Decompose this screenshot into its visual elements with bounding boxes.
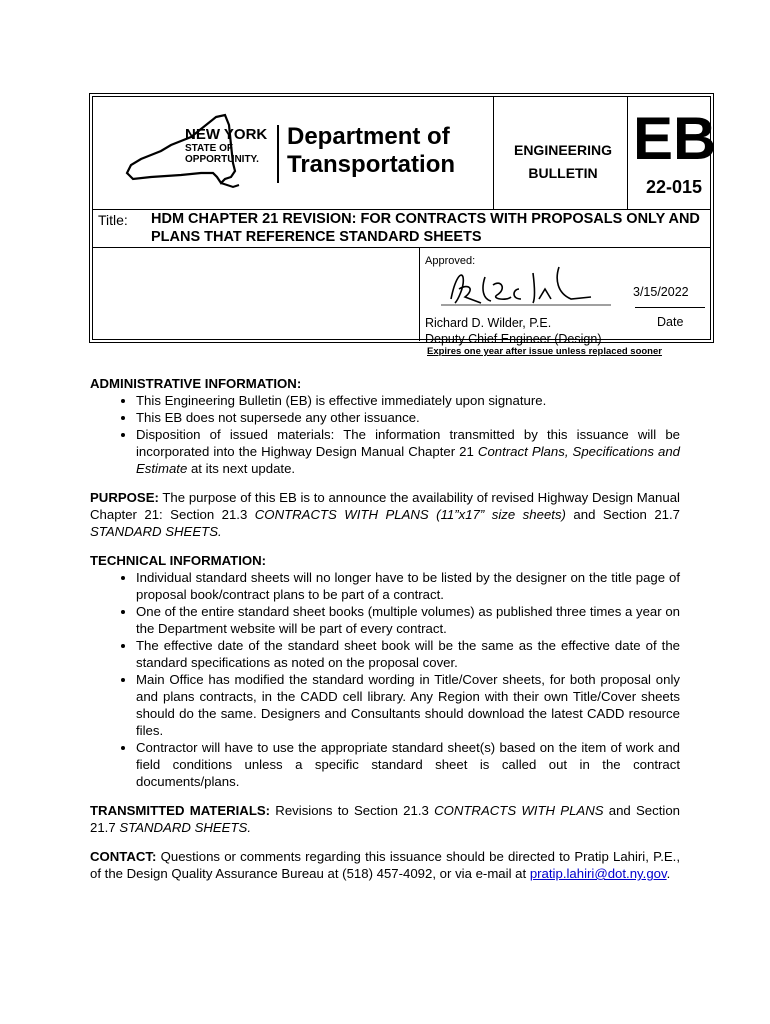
technical-heading: TECHNICAL INFORMATION: (90, 553, 267, 568)
list-item: • One of the entire standard sheet books (multiple volumes) as published three times a year on the Department website will be part of every contract. (136, 603, 680, 637)
list-item: • Individual standard sheets will no longer have to be listed by the designer on the title page of proposal book/contract plans to be part of a contract. (136, 569, 680, 603)
org-name: NEW YORK (185, 126, 268, 143)
title-label: Title: (98, 212, 128, 228)
date-label: Date (657, 315, 684, 329)
contact-text: Questions or comments regarding this issuance should be directed to Pratip Lahiri, P.E., of the Design Quality Assurance Bureau at (518) 457-4092, or via e-mail at (90, 849, 680, 881)
logo-divider (277, 125, 279, 183)
section-ref-2: STANDARD SHEETS. (90, 524, 222, 539)
nysdot-logo (93, 97, 493, 209)
bulletin-title: HDM CHAPTER 21 REVISION: FOR CONTRACTS WITH PROPOSALS ONLY AND PLANS THAT REFERENCE STANDARD SHEETS (151, 211, 700, 245)
purpose-section (90, 489, 680, 540)
bulletin-type (503, 139, 623, 185)
list-item: • This Engineering Bulletin (EB) is effective immediately upon signature. (136, 392, 680, 409)
date-line (635, 307, 705, 308)
contact-paragraph (90, 848, 680, 882)
list-item-tail: at its next update. (187, 461, 296, 476)
admin-heading: ADMINISTRATIVE INFORMATION: (90, 376, 302, 391)
expiration-note: Expires one year after issue unless replaced sooner (427, 346, 662, 357)
transmitted-ref-1: CONTRACTS WITH PLANS (434, 803, 604, 818)
bulletin-code: EB (633, 105, 717, 172)
divider-vertical-2 (627, 97, 628, 209)
list-item: • This EB does not supersede any other issuance. (136, 409, 680, 426)
transmitted-text-2: and Section 21.7 (90, 803, 680, 835)
bulletin-body (90, 375, 680, 894)
dept-name-line1: Department of (287, 123, 450, 150)
list-item (136, 426, 680, 477)
transmitted-heading: TRANSMITTED MATERIALS: (90, 803, 271, 818)
transmitted-paragraph (90, 802, 680, 836)
bulletin-type-line1: ENGINEERING (513, 142, 612, 158)
section-ref-1: CONTRACTS WITH PLANS (11”x17” size sheets) (254, 507, 566, 522)
list-item: • The effective date of the standard sheet book will be the same as the effective date of the standard specifications as noted on the proposal cover. (136, 637, 680, 671)
signer-title: Deputy Chief Engineer (Design) (425, 332, 602, 346)
manual-reference: Contract Plans, Specifications and Estimate (136, 444, 680, 476)
contact-heading: CONTACT: (90, 849, 157, 864)
contact-tail: . (666, 866, 671, 881)
list-item: • Main Office has modified the standard wording in Title/Cover sheets, for both proposal only and plans contracts, in the CADD cell library. Any Region with their own Title/Cover sheets should do the same. Designers and Consultants should download the latest CADD resource files. (136, 671, 680, 739)
purpose-paragraph (90, 489, 680, 540)
bulletin-type-line2: BULLETIN (528, 165, 598, 181)
approval-date: 3/15/2022 (633, 285, 689, 299)
signature-image (441, 259, 611, 311)
purpose-text-2: and Section 21.7 (565, 507, 680, 522)
transmitted-ref-2: STANDARD SHEETS. (119, 820, 251, 835)
admin-list (90, 392, 680, 477)
org-line3: OPPORTUNITY. (185, 154, 259, 165)
technical-list (90, 569, 680, 790)
divider-horizontal-2 (93, 247, 710, 248)
technical-section (90, 552, 680, 790)
purpose-heading: PURPOSE: (90, 490, 159, 505)
header-inner-border (92, 96, 717, 346)
divider-vertical-1 (493, 97, 494, 209)
contact-email-link[interactable]: pratip.lahiri@dot.ny.gov (529, 866, 667, 881)
list-item-text: Disposition of issued materials: The information transmitted by this issuance will be incorporated into the Highway Design Manual Chapter 21 (136, 427, 680, 459)
list-item: • Contractor will have to use the appropriate standard sheet(s) based on the item of work and field conditions unless a specific standard sheet is called out in the contract documents/plans. (136, 739, 680, 790)
bulletin-number: 22-015 (645, 177, 703, 197)
transmitted-text: Revisions to Section 21.3 (270, 803, 435, 818)
bulletin-header (89, 93, 717, 346)
contact-section (90, 848, 680, 882)
transmitted-section (90, 802, 680, 836)
admin-section (90, 375, 680, 477)
dept-name-line2: Transportation (287, 151, 456, 178)
approved-label: Approved: (425, 255, 476, 267)
purpose-text: The purpose of this EB is to announce the availability of revised Highway Design Manual Chapter 21: Section 21.3 (90, 490, 680, 522)
org-line2: STATE OF (185, 143, 233, 154)
signer-block (425, 315, 601, 347)
divider-vertical-3 (419, 247, 420, 341)
signer-name: Richard D. Wilder, P.E. (425, 316, 552, 330)
